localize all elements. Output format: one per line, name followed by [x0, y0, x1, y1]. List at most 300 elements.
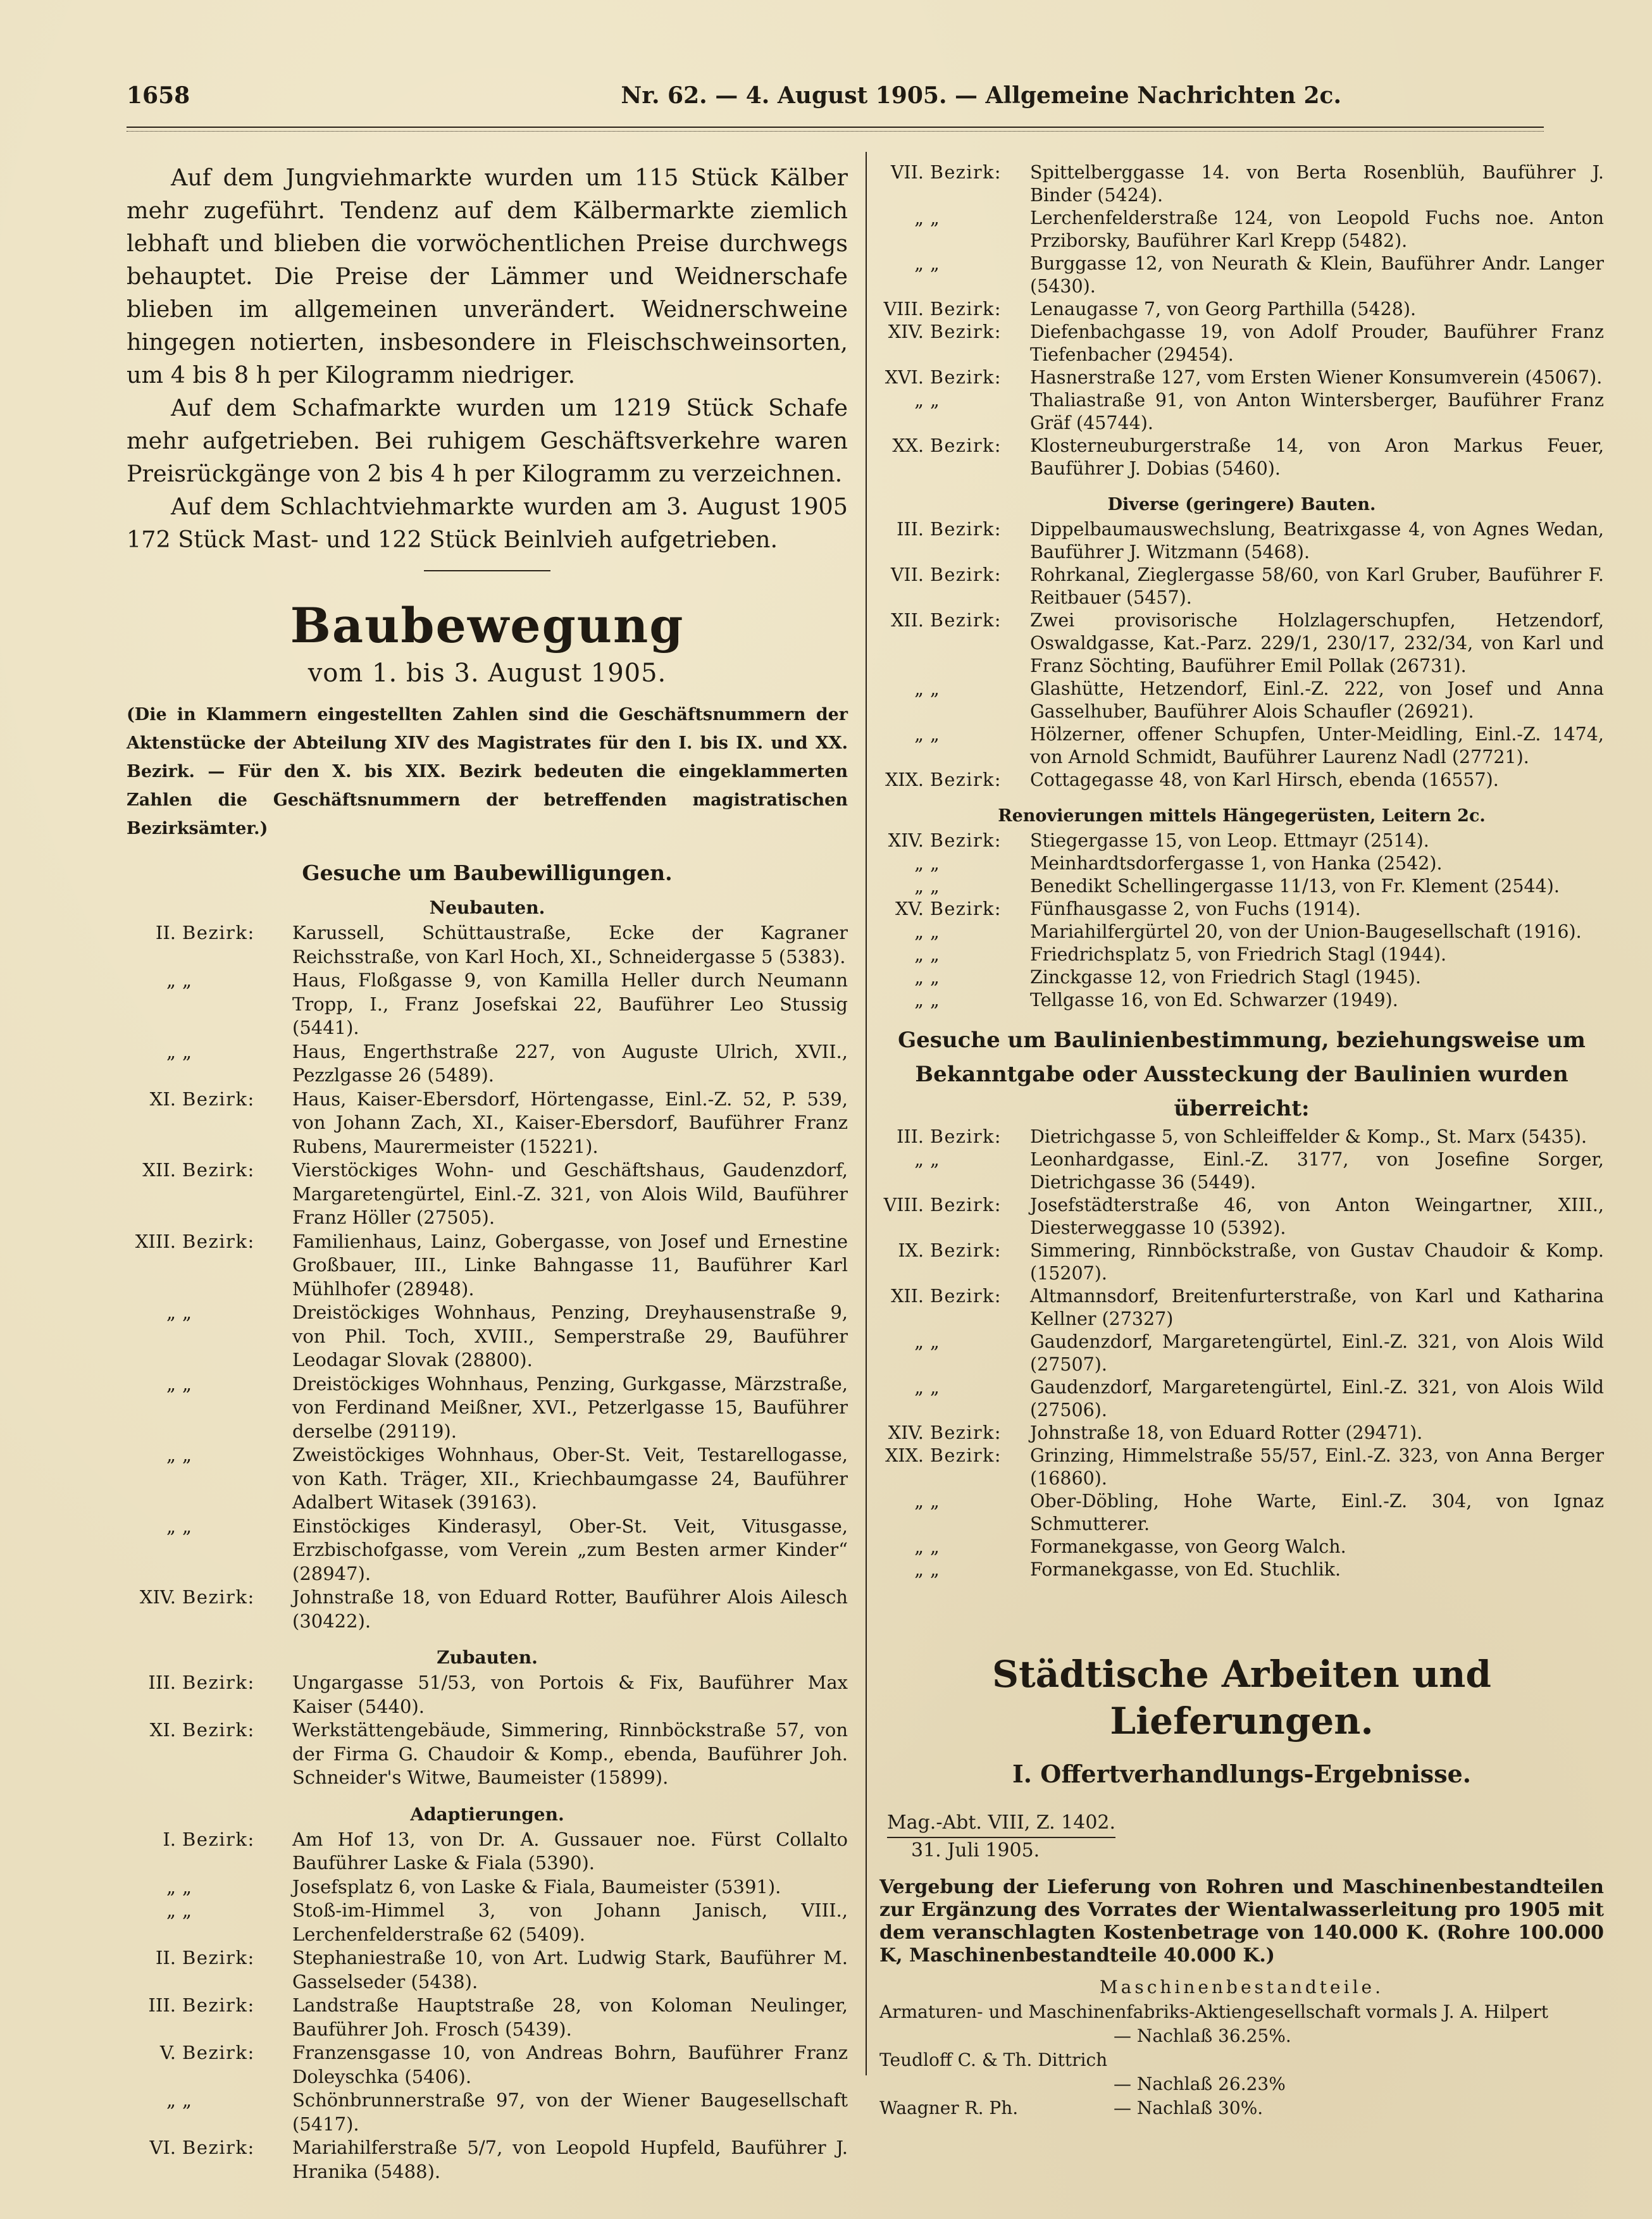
entry-text: Familienhaus, Lainz, Gobergasse, von Josef und Ernestine Großbauer, III., Linke Bahngasse 11, Bauführer Karl Mühlhofer (28948).	[292, 1230, 848, 1300]
header-title: Nr. 62. — 4. August 1905. — Allgemeine Nachrichten 2c.	[621, 82, 1341, 109]
district-word: Bezirk:	[182, 1994, 255, 2016]
district-roman: XI.	[149, 1088, 176, 1110]
district-label	[879, 989, 1030, 1012]
district-label	[879, 564, 1030, 587]
district-word: Bezirk:	[930, 1240, 1002, 1261]
district-label	[879, 1194, 1030, 1217]
district-label	[879, 298, 1030, 321]
entry-text: Spittelberggasse 14. von Berta Rosenblüh, Bauführer J. Binder (5424).	[1030, 162, 1604, 206]
district-roman: „	[914, 1331, 924, 1352]
district-label	[127, 1159, 292, 1183]
list-item	[127, 2089, 848, 2136]
entry-text: Ober-Döbling, Hohe Warte, Einl.-Z. 304, von Ignaz Schmutterer.	[1030, 1491, 1604, 1534]
district-roman: XIV.	[888, 1422, 924, 1443]
list-item	[879, 898, 1604, 921]
district-roman: „	[914, 1536, 924, 1557]
adaptierungen-title: Adaptierungen.	[410, 1803, 564, 1825]
district-word: Bezirk:	[182, 1088, 255, 1110]
district-roman: „	[914, 390, 924, 411]
district-label	[879, 1126, 1030, 1148]
continued-adaptierungen-list	[879, 161, 1604, 480]
district-word: Bezirk:	[182, 2042, 255, 2063]
district-word: Bezirk:	[182, 2137, 255, 2158]
entry-text: Schönbrunnerstraße 97, von der Wiener Baugesellschaft (5417).	[292, 2089, 848, 2135]
district-roman: XVI.	[885, 367, 924, 388]
district-word: Bezirk:	[930, 1195, 1002, 1215]
list-item	[879, 769, 1604, 792]
entry-text: Einstöckiges Kinderasyl, Ober-St. Veit, Vitusgasse, Erzbischofgasse, vom Verein „zum Besten armer Kinder“ (28947).	[292, 1515, 848, 1584]
district-roman: IX.	[898, 1240, 924, 1261]
entry-text: Johnstraße 18, von Eduard Rotter (29471).	[1030, 1422, 1423, 1443]
district-label	[127, 1899, 292, 1923]
district-label	[127, 1040, 292, 1064]
district-label	[879, 1285, 1030, 1308]
entry-text: Thaliastraße 91, von Anton Wintersberger, Bauführer Franz Gräf (45744).	[1030, 390, 1604, 433]
district-roman: „	[914, 944, 924, 965]
list-item	[879, 207, 1604, 252]
district-word: Bezirk:	[930, 1422, 1002, 1443]
district-word: „	[930, 967, 941, 988]
mag-reference-text: Mag.-Abt. VIII, Z. 1402.	[887, 1810, 1115, 1838]
district-word: „	[930, 921, 941, 942]
entry-text: Meinhardtsdorfergasse 1, von Hanka (2542).	[1030, 853, 1443, 874]
gesuche-title: Gesuche um Baubewilligungen.	[302, 861, 673, 885]
district-label	[127, 1088, 292, 1112]
column-divider	[866, 152, 867, 2075]
district-roman: „	[166, 1372, 176, 1395]
district-label	[127, 1515, 292, 1539]
list-item	[127, 1828, 848, 1875]
district-word: „	[182, 1515, 193, 1537]
baulinien-title: Gesuche um Baulinienbestimmung, beziehungsweise um Bekanntgabe oder Aussteckung der Baulinien wurden überreicht:	[898, 1028, 1586, 1121]
district-word: Bezirk:	[182, 1230, 255, 1252]
entry-text: Ungargasse 51/53, von Portois & Fix, Bauführer Max Kaiser (5440).	[292, 1672, 848, 1717]
entry-text: Haus, Kaiser-Ebersdorf, Hörtengasse, Einl.-Z. 52, P. 539, von Johann Zach, XI., Kaiser-Ebersdorf, Bauführer Franz Rubens, Maurermeister (15221).	[292, 1088, 848, 1157]
district-label	[879, 161, 1030, 184]
list-item	[879, 921, 1604, 943]
page-header	[127, 82, 1544, 120]
district-word: Bezirk:	[930, 898, 1002, 919]
district-label	[879, 898, 1030, 921]
district-label	[127, 1372, 292, 1396]
renovierungen-title: Renovierungen mittels Hängegerüsten, Leitern 2c.	[998, 806, 1486, 826]
baubewegung-title: Baubewegung	[290, 597, 685, 654]
district-word: Bezirk:	[930, 610, 1002, 631]
list-item	[127, 1586, 848, 1633]
list-item	[127, 921, 848, 969]
district-word: Bezirk:	[182, 922, 255, 943]
list-item	[879, 1558, 1604, 1581]
diverse-title: Diverse (geringere) Bauten.	[1107, 495, 1376, 514]
district-roman: VIII.	[883, 1195, 924, 1215]
entry-text: Diefenbachgasse 19, von Adolf Prouder, Bauführer Franz Tiefenbacher (29454).	[1030, 321, 1604, 365]
district-label	[879, 366, 1030, 389]
list-item	[879, 1331, 1604, 1376]
adaptierungen-list	[127, 1828, 848, 2184]
list-item	[879, 678, 1604, 723]
district-word: „	[930, 1331, 941, 1352]
list-item	[127, 1301, 848, 1372]
page-number: 1658	[127, 82, 190, 109]
firm-discount: — Nachlaß 36.25%.	[1114, 2025, 1291, 2046]
list-item	[879, 989, 1604, 1012]
district-label	[879, 321, 1030, 344]
district-roman: II.	[155, 922, 176, 943]
district-word: „	[182, 1875, 193, 1898]
district-word: „	[930, 1149, 941, 1170]
entry-text: Lenaugasse 7, von Georg Parthilla (5428).	[1030, 299, 1417, 320]
list-item	[879, 1194, 1604, 1240]
district-roman: „	[914, 724, 924, 745]
district-roman: „	[166, 2089, 176, 2111]
list-item	[879, 1126, 1604, 1148]
list-item	[127, 1088, 848, 1159]
district-roman: VII.	[890, 564, 924, 585]
district-label	[127, 1719, 292, 1743]
district-label	[879, 678, 1030, 700]
neubauten-title: Neubauten.	[429, 897, 545, 918]
left-column	[127, 161, 848, 2184]
list-item	[127, 1719, 848, 1790]
district-word: „	[182, 1899, 193, 1921]
district-label	[879, 1490, 1030, 1513]
district-word: Bezirk:	[930, 519, 1002, 540]
district-label	[879, 609, 1030, 632]
district-roman: „	[914, 876, 924, 897]
district-label	[879, 723, 1030, 746]
list-item	[127, 2041, 848, 2089]
district-roman: III.	[148, 1672, 176, 1693]
list-item	[879, 321, 1604, 366]
district-label	[879, 769, 1030, 792]
district-label	[879, 966, 1030, 989]
market-paragraph: Auf dem Jungviehmarkte wurden um 115 Stück Kälber mehr zugeführt. Tendenz auf dem Kälbermarkte ziemlich lebhaft und blieben die vorwöchentlichen Preise durchwegs behauptet. Die Preise der Lämmer und Weidnerschafe blieben im allgemeinen unverändert. Weidnerschweine hingegen notierten, insbesondere in Fleischschweinsorten, um 4 bis 8 h per Kilogramm niedriger.	[127, 164, 848, 388]
district-label	[127, 1946, 292, 1970]
list-item	[127, 1159, 848, 1230]
district-label	[879, 1422, 1030, 1445]
district-word: Bezirk:	[930, 299, 1002, 320]
entry-text: Stoß-im-Himmel 3, von Johann Janisch, VIII., Lerchenfelderstraße 62 (5409).	[292, 1899, 848, 1945]
district-label	[127, 2089, 292, 2113]
entry-text: Mariahilferstraße 5/7, von Leopold Hupfeld, Bauführer J. Hranika (5488).	[292, 2137, 848, 2182]
list-item	[879, 564, 1604, 609]
district-label	[127, 1443, 292, 1467]
district-roman: „	[914, 253, 924, 274]
district-word: Bezirk:	[930, 1286, 1002, 1307]
list-item	[127, 1671, 848, 1719]
entry-text: Formanekgasse, von Ed. Stuchlik.	[1030, 1559, 1341, 1580]
district-label	[879, 389, 1030, 412]
district-label	[127, 1671, 292, 1695]
district-word: „	[182, 1372, 193, 1395]
district-label	[127, 1586, 292, 1610]
district-label	[879, 875, 1030, 898]
district-word: „	[930, 1559, 941, 1580]
district-roman: V.	[159, 2042, 176, 2063]
list-item	[127, 1443, 848, 1515]
baulinien-list	[879, 1126, 1604, 1581]
entry-text: Tellgasse 16, von Ed. Schwarzer (1949).	[1030, 990, 1398, 1010]
district-roman: VI.	[149, 2137, 176, 2158]
entry-text: Stiegergasse 15, von Leop. Ettmayr (2514).	[1030, 830, 1429, 851]
district-label	[127, 1875, 292, 1899]
district-label	[879, 1558, 1030, 1581]
district-word: „	[930, 678, 941, 699]
district-roman: XII.	[891, 610, 924, 631]
zubauten-title: Zubauten.	[437, 1647, 538, 1668]
district-label	[879, 943, 1030, 966]
list-item	[879, 389, 1604, 435]
baubewegung-note: (Die in Klammern eingestellten Zahlen sind die Geschäftsnummern der Aktenstücke der Abteilung XIV des Magistrates für den I. bis IX. und XX. Bezirk. — Für den X. bis XIX. Bezirk bedeuten die eingeklammerten Zahlen die Geschäftsnummern der betreffenden magistratischen Bezirksämter.)	[127, 705, 848, 838]
district-label	[879, 1331, 1030, 1353]
mag-reference	[887, 1810, 1604, 1838]
list-item	[127, 2136, 848, 2184]
district-word: Bezirk:	[182, 1159, 255, 1181]
firm-discount: — Nachlaß 26.23%	[1114, 2073, 1286, 2094]
entry-text: Franzensgasse 10, von Andreas Bohrn, Bauführer Franz Doleyschka (5406).	[292, 2042, 848, 2087]
list-item	[127, 1994, 848, 2041]
district-roman: „	[166, 969, 176, 991]
list-item	[879, 1240, 1604, 1285]
district-roman: VII.	[890, 162, 924, 183]
district-roman: XII.	[142, 1159, 176, 1181]
district-word: Bezirk:	[182, 1586, 255, 1608]
district-word: „	[930, 1536, 941, 1557]
district-roman: „	[166, 1515, 176, 1537]
entry-text: Vierstöckiges Wohn- und Geschäftshaus, Gaudenzdorf, Margaretengürtel, Einl.-Z. 321, von Alois Wild, Bauführer Franz Höller (27505).	[292, 1159, 848, 1228]
district-label	[879, 518, 1030, 541]
entry-text: Benedikt Schellingergasse 11/13, von Fr. Klement (2544).	[1030, 876, 1560, 897]
district-roman: „	[914, 921, 924, 942]
district-roman: „	[914, 1491, 924, 1512]
district-label	[879, 435, 1030, 457]
entry-text: Am Hof 13, von Dr. A. Gussauer noe. Fürst Collalto Bauführer Laske & Fiala (5390).	[292, 1828, 848, 1874]
list-item	[127, 1515, 848, 1586]
list-item	[879, 252, 1604, 298]
firm-name: Armaturen- und Maschinenfabriks-Aktiengesellschaft vormals J. A. Hilpert	[879, 2001, 1549, 2022]
district-word: „	[182, 1040, 193, 1062]
district-roman: „	[914, 678, 924, 699]
entry-text: Karussell, Schüttaustraße, Ecke der Kagraner Reichsstraße, von Karl Hoch, XI., Schneidergasse 5 (5383).	[292, 922, 848, 967]
entry-text: Burggasse 12, von Neurath & Klein, Bauführer Andr. Langer (5430).	[1030, 253, 1604, 297]
entry-text: Gaudenzdorf, Margaretengürtel, Einl.-Z. 321, von Alois Wild (27507).	[1030, 1331, 1604, 1375]
district-word: Bezirk:	[182, 1947, 255, 1968]
entry-text: Landstraße Hauptstraße 28, von Koloman Neulinger, Bauführer Joh. Frosch (5439).	[292, 1994, 848, 2040]
entry-text: Johnstraße 18, von Eduard Rotter, Bauführer Alois Ailesch (30422).	[292, 1586, 848, 1632]
district-word: Bezirk:	[930, 830, 1002, 851]
list-item	[879, 161, 1604, 207]
district-word: „	[930, 724, 941, 745]
district-word: „	[930, 1377, 941, 1398]
entry-text: Hölzerner, offener Schupfen, Unter-Meidling, Einl.-Z. 1474, von Arnold Schmidt, Bauführer Laurenz Nadl (27721).	[1030, 724, 1604, 768]
entry-text: Zinckgasse 12, von Friedrich Stagl (1945).	[1030, 967, 1421, 988]
entry-text: Formanekgasse, von Georg Walch.	[1030, 1536, 1346, 1557]
list-item	[879, 298, 1604, 321]
entry-text: Simmering, Rinnböckstraße, von Gustav Chaudoir & Komp. (15207).	[1030, 1240, 1604, 1284]
district-label	[879, 1240, 1030, 1262]
district-label	[127, 1301, 292, 1325]
list-item	[879, 875, 1604, 898]
baubewegung-dates: vom 1. bis 3. August 1905.	[307, 659, 667, 688]
district-word: Bezirk:	[182, 1719, 255, 1741]
list-item	[879, 723, 1604, 769]
district-word: „	[930, 853, 941, 874]
list-item	[879, 1148, 1604, 1194]
district-roman: „	[914, 208, 924, 228]
entry-text: Klosterneuburgerstraße 14, von Aron Markus Feuer, Bauführer J. Dobias (5460).	[1030, 435, 1604, 479]
list-item	[127, 1372, 848, 1444]
list-item	[879, 830, 1604, 852]
offert-title: I. Offertverhandlungs-Ergebnisse.	[1012, 1760, 1471, 1788]
list-item	[879, 1285, 1604, 1331]
staedtische-title: Städtische Arbeiten und Lieferungen.	[992, 1653, 1491, 1743]
list-item	[879, 1376, 1604, 1422]
mag-date: 31. Juli 1905.	[911, 1839, 1040, 1862]
maschinen-title: Maschinenbestandteile.	[1099, 1977, 1384, 1998]
district-word: Bezirk:	[930, 162, 1002, 183]
list-item	[879, 1445, 1604, 1490]
firm-name: Waagner R. Ph.	[879, 2098, 1019, 2118]
district-label	[879, 921, 1030, 943]
entry-text: Grinzing, Himmelstraße 55/57, Einl.-Z. 323, von Anna Berger (16860).	[1030, 1445, 1604, 1489]
district-roman: XX.	[892, 435, 924, 456]
district-label	[879, 252, 1030, 275]
vergebung-text: Vergebung der Lieferung von Rohren und Maschinenbestandteilen zur Ergänzung des Vorrates der Wientalwasserleitung pro 1905 mit dem veranschlagten Kostenbetrage von 140.000 K. (Rohre 100.000 K, Maschinenbestandteile 40.000 K.)	[879, 1876, 1604, 1967]
district-label	[879, 1148, 1030, 1171]
district-word: Bezirk:	[930, 769, 1002, 790]
district-roman: „	[166, 1899, 176, 1921]
firm-name: Teudloff C. & Th. Dittrich	[879, 2049, 1108, 2070]
entry-text: Werkstättengebäude, Simmering, Rinnböckstraße 57, von der Firma G. Chaudoir & Komp., ebenda, Bauführer Joh. Schneider's Witwe, Baumeister (15899).	[292, 1719, 848, 1788]
list-item	[879, 1422, 1604, 1445]
district-roman: XIV.	[888, 830, 924, 851]
district-word: „	[930, 1491, 941, 1512]
district-roman: „	[166, 1302, 176, 1323]
district-roman: „	[914, 1149, 924, 1170]
district-roman: III.	[897, 1126, 924, 1147]
district-label	[127, 921, 292, 945]
firm-discount: — Nachlaß 30%.	[1114, 2098, 1264, 2118]
district-label	[127, 969, 292, 993]
district-label	[127, 1994, 292, 2018]
district-word: Bezirk:	[930, 321, 1002, 342]
district-label	[879, 207, 1030, 230]
entry-text: Hasnerstraße 127, vom Ersten Wiener Konsumverein (45067).	[1030, 367, 1603, 388]
district-roman: III.	[897, 519, 924, 540]
list-item	[127, 1875, 848, 1899]
district-word: „	[182, 969, 193, 991]
district-roman: XIII.	[135, 1230, 176, 1252]
district-roman: „	[166, 1444, 176, 1465]
list-item	[127, 1946, 848, 1994]
right-column	[879, 161, 1604, 2120]
district-roman: „	[914, 1377, 924, 1398]
district-word: Bezirk:	[930, 564, 1002, 585]
district-roman: III.	[148, 1994, 176, 2016]
district-roman: „	[914, 967, 924, 988]
district-word: Bezirk:	[930, 1126, 1002, 1147]
entry-text: Zweistöckiges Wohnhaus, Ober-St. Veit, Testarellogasse, von Kath. Träger, XII., Kriechbaumgasse 24, Bauführer Adalbert Witasek (39163).	[292, 1444, 848, 1513]
entry-text: Josefsplatz 6, von Laske & Fiala, Baumeister (5391).	[292, 1875, 781, 1898]
district-word: Bezirk:	[930, 1445, 1002, 1466]
entry-text: Glashütte, Hetzendorf, Einl.-Z. 222, von Josef und Anna Gasselhuber, Bauführer Alois Schaufler (26921).	[1030, 678, 1604, 722]
district-roman: XII.	[891, 1286, 924, 1307]
district-roman: „	[914, 990, 924, 1010]
entry-text: Leonhardgasse, Einl.-Z. 3177, von Josefine Sorger, Dietrichgasse 36 (5449).	[1030, 1149, 1604, 1193]
district-word: „	[930, 208, 941, 228]
entry-text: Stephaniestraße 10, von Art. Ludwig Stark, Bauführer M. Gasselseder (5438).	[292, 1947, 848, 1992]
entry-text: Haus, Floßgasse 9, von Kamilla Heller durch Neumann Tropp, I., Franz Josefskai 22, Bauführer Leo Stussig (5441).	[292, 969, 848, 1038]
list-item	[879, 966, 1604, 989]
entry-text: Mariahilfergürtel 20, von der Union-Baugesellschaft (1916).	[1030, 921, 1582, 942]
entry-text: Cottagegasse 48, von Karl Hirsch, ebenda (16557).	[1030, 769, 1499, 790]
district-label	[127, 2041, 292, 2065]
entry-text: Dreistöckiges Wohnhaus, Penzing, Gurkgasse, Märzstraße, von Ferdinand Meißner, XVI., Petzerlgasse 15, Bauführer derselbe (29119).	[292, 1372, 848, 1442]
district-word: „	[182, 1302, 193, 1323]
entry-text: Gaudenzdorf, Margaretengürtel, Einl.-Z. 321, von Alois Wild (27506).	[1030, 1377, 1604, 1420]
district-label	[879, 1536, 1030, 1558]
district-word: Bezirk:	[182, 1672, 255, 1693]
district-word: „	[930, 944, 941, 965]
entry-text: Rohrkanal, Zieglergasse 58/60, von Karl Gruber, Bauführer F. Reitbauer (5457).	[1030, 564, 1604, 608]
list-item	[127, 1040, 848, 1088]
list-item	[879, 609, 1604, 678]
district-roman: XIV.	[139, 1586, 176, 1608]
district-word: „	[930, 990, 941, 1010]
district-roman: XIX.	[885, 1445, 924, 1466]
district-word: „	[930, 253, 941, 274]
district-roman: „	[166, 1875, 176, 1898]
zubauten-list	[127, 1671, 848, 1790]
district-roman: „	[914, 853, 924, 874]
section-separator	[424, 570, 550, 571]
entry-text: Dietrichgasse 5, von Schleiffelder & Komp., St. Marx (5435).	[1030, 1126, 1587, 1147]
entry-text: Friedrichsplatz 5, von Friedrich Stagl (1944).	[1030, 944, 1447, 965]
entry-text: Dreistöckiges Wohnhaus, Penzing, Dreyhausenstraße 9, von Phil. Toch, XVIII., Semperstraße 29, Bauführer Leodagar Slovak (28800).	[292, 1302, 848, 1371]
district-roman: II.	[155, 1947, 176, 1968]
district-roman: VIII.	[883, 299, 924, 320]
district-label	[127, 1828, 292, 1852]
district-roman: „	[914, 1559, 924, 1580]
district-roman: XV.	[895, 898, 924, 919]
entry-text: Josefstädterstraße 46, von Anton Weingartner, XIII., Diesterweggasse 10 (5392).	[1030, 1195, 1604, 1238]
district-label	[127, 1230, 292, 1254]
firm-row	[879, 2096, 1604, 2120]
header-rule	[127, 127, 1544, 132]
list-item	[879, 435, 1604, 480]
list-item	[127, 1899, 848, 1946]
entry-text: Haus, Engerthstraße 227, von Auguste Ulrich, XVII., Pezzlgasse 26 (5489).	[292, 1040, 848, 1086]
list-item	[127, 969, 848, 1040]
district-roman: XIX.	[885, 769, 924, 790]
district-roman: I.	[163, 1828, 176, 1850]
list-item	[879, 943, 1604, 966]
district-word: „	[930, 876, 941, 897]
list-item	[879, 852, 1604, 875]
list-item	[879, 1536, 1604, 1558]
market-paragraph: Auf dem Schafmarkte wurden um 1219 Stück Schafe mehr aufgetrieben. Bei ruhigem Geschäftsverkehre waren Preisrückgänge von 2 bis 4 h per Kilogramm zu verzeichnen.	[127, 394, 848, 487]
entry-text: Altmannsdorf, Breitenfurterstraße, von Karl und Katharina Kellner (27327)	[1030, 1286, 1604, 1329]
district-word: „	[182, 1444, 193, 1465]
list-item	[879, 1490, 1604, 1536]
list-item	[879, 518, 1604, 564]
district-label	[879, 1376, 1030, 1399]
district-roman: XI.	[149, 1719, 176, 1741]
entry-text: Lerchenfelderstraße 124, von Leopold Fuchs noe. Anton Prziborsky, Bauführer Karl Krepp (5482).	[1030, 208, 1604, 251]
district-label	[879, 830, 1030, 852]
entry-text: Dippelbaumauswechslung, Beatrixgasse 4, von Agnes Wedan, Bauführer J. Witzmann (5468).	[1030, 519, 1604, 563]
district-word: Bezirk:	[182, 1828, 255, 1850]
